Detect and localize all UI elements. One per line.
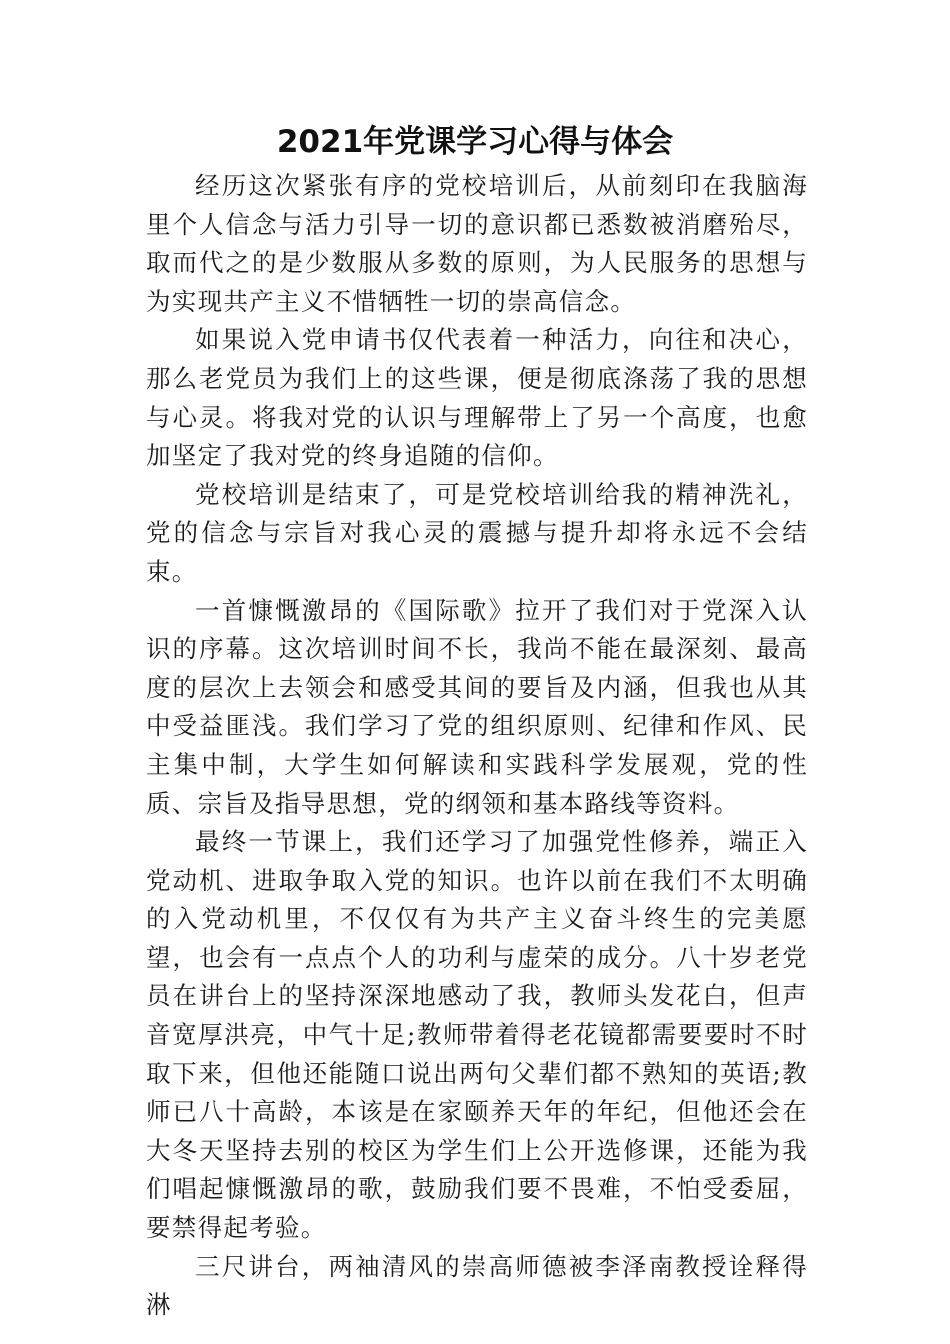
paragraph: 三尺讲台，两袖清风的崇高师德被李泽南教授诠释得淋 — [146, 1251, 808, 1320]
document-title: 2021年党课学习心得与体会 — [276, 124, 674, 160]
paragraph: 党校培训是结束了，可是党校培训给我的精神洗礼，党的信念与宗旨对我心灵的震撼与提升却将永远不会结束。 — [146, 479, 808, 586]
paragraph: 经历这次紧张有序的党校培训后，从前刻印在我脑海里个人信念与活力引导一切的意识都已悉数被消磨殆尽，取而代之的是少数服从多数的原则，为人民服务的思想与为实现共产主义不惜牺牲一切的崇高信念。 — [146, 171, 808, 316]
document-body — [146, 167, 808, 1325]
paragraph: 如果说入党申请书仅代表着一种活力，向往和决心，那么老党员为我们上的这些课，便是彻底涤荡了我的思想与心灵。将我对党的认识与理解带上了另一个高度，也愈加坚定了我对党的终身追随的信仰。 — [146, 325, 808, 471]
paragraph: 最终一节课上，我们还学习了加强党性修养，端正入党动机、进取争取入党的知识。也许以前在我们不太明确的入党动机里，不仅仅有为共产主义奋斗终生的完美愿望，也会有一点点个人的功利与虚荣的成分。八十岁老党员在讲台上的坚持深深地感动了我，教师头发花白，但声音宽厚洪亮，中气十足;教师带着得老花镜都需要要时不时取下来，但他还能随口说出两句父辈们都不熟知的英语;教师已八十高龄，本该是在家颐养天年的年纪，但他还会在大冬天坚持去别的校区为学生们上公开选修课，还能为我们唱起慷慨激昂的歌，鼓励我们要不畏难，不怕受委屈，要禁得起考验。 — [146, 827, 808, 1243]
paragraph: 一首慷慨激昂的《国际歌》拉开了我们对于党深入认识的序幕。这次培训时间不长，我尚不能在最深刻、最高度的层次上去领会和感受其间的要旨及内涵，但我也从其中受益匪浅。我们学习了党的组织原则、纪律和作风、民主集中制，大学生如何解读和实践科学发展观，党的性质、宗旨及指导思想，党的纲领和基本路线等资料。 — [146, 595, 808, 818]
